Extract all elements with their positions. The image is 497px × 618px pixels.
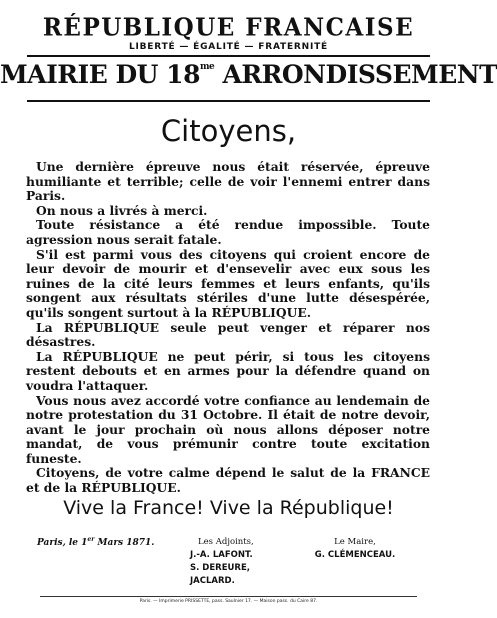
place-date [37, 536, 154, 548]
mairie-heading [0, 60, 497, 89]
top-rule [27, 55, 430, 57]
paragraph-5: La RÉPUBLIQUE seule peut venger et réparer nos désastres. [26, 319, 430, 350]
adjoints-block [190, 536, 254, 588]
place-date-superscript: er [87, 536, 95, 543]
place-date-prefix: Paris, le 1 [37, 538, 88, 548]
paragraph-3: Toute résistance a été rendue impossible. Toute agression nous serait fatale. [26, 217, 430, 247]
republic-title: RÉPUBLIQUE FRANCAISE [42, 13, 415, 42]
adjoint-name: JACLARD. [190, 576, 235, 586]
proclamation-body [26, 160, 430, 496]
mairie-superscript: me [199, 62, 215, 72]
paragraph-4: S'il est parmi vous des citoyens qui croient encore de leur devoir de mourir et d'ensevelir avec eux sous les ruines de la cité leurs femmes et leurs enfants, qu'ils songent aux résultats stériles d'une lutte désespérée, qu'ils songent surtout à la RÉPUBLIQUE. [26, 246, 430, 320]
imprint-rule [40, 596, 417, 597]
republic-motto: LIBERTÉ — ÉGALITÉ — FRATERNITÉ [128, 42, 329, 52]
maire-block [300, 536, 410, 562]
paragraph-6: La RÉPUBLIQUE ne peut périr, si tous les citoyens restent debouts et en armes pour la défendre quand on voudra l'attaquer. [26, 348, 430, 393]
maire-name: G. CLÉMENCEAU. [314, 550, 396, 560]
adjoints-title: Les Adjoints, [198, 537, 254, 547]
paragraph-8: Citoyens, de votre calme dépend le salut de la FRANCE et de la RÉPUBLIQUE. [26, 465, 430, 496]
paragraph-1: Une dernière épreuve nous était réservée, épreuve humiliante et terrible; celle de voir l'ennemi entrer dans Paris. [26, 159, 430, 204]
closing-cry: Vive la France! Vive la République! [63, 497, 394, 519]
citoyens-heading: Citoyens, [160, 114, 297, 148]
maire-title: Le Maire, [334, 537, 376, 547]
place-date-suffix: Mars 1871. [94, 538, 155, 548]
adjoint-name: S. DEREURE, [190, 563, 251, 573]
paragraph-2: On nous a livrés à merci. [36, 202, 208, 218]
printer-imprint: Paris. — Imprimerie PRISSETTE, pass. Saulnier 17. — Maison pass. du Caire 87. [139, 599, 318, 604]
mairie-prefix: MAIRIE DU 18 [0, 60, 200, 89]
paragraph-7: Vous nous avez accordé votre confiance au lendemain de notre protestation du 31 Octobre. Il était de notre devoir, avant le jour prochain où nous allons déposer notre mandat, de vous prémunir contre toute excitation funeste. [26, 392, 430, 466]
bottom-rule [27, 100, 430, 102]
mairie-suffix: ARRONDISSEMENT [222, 60, 497, 89]
adjoint-name: J.-A. LAFONT. [190, 550, 253, 560]
